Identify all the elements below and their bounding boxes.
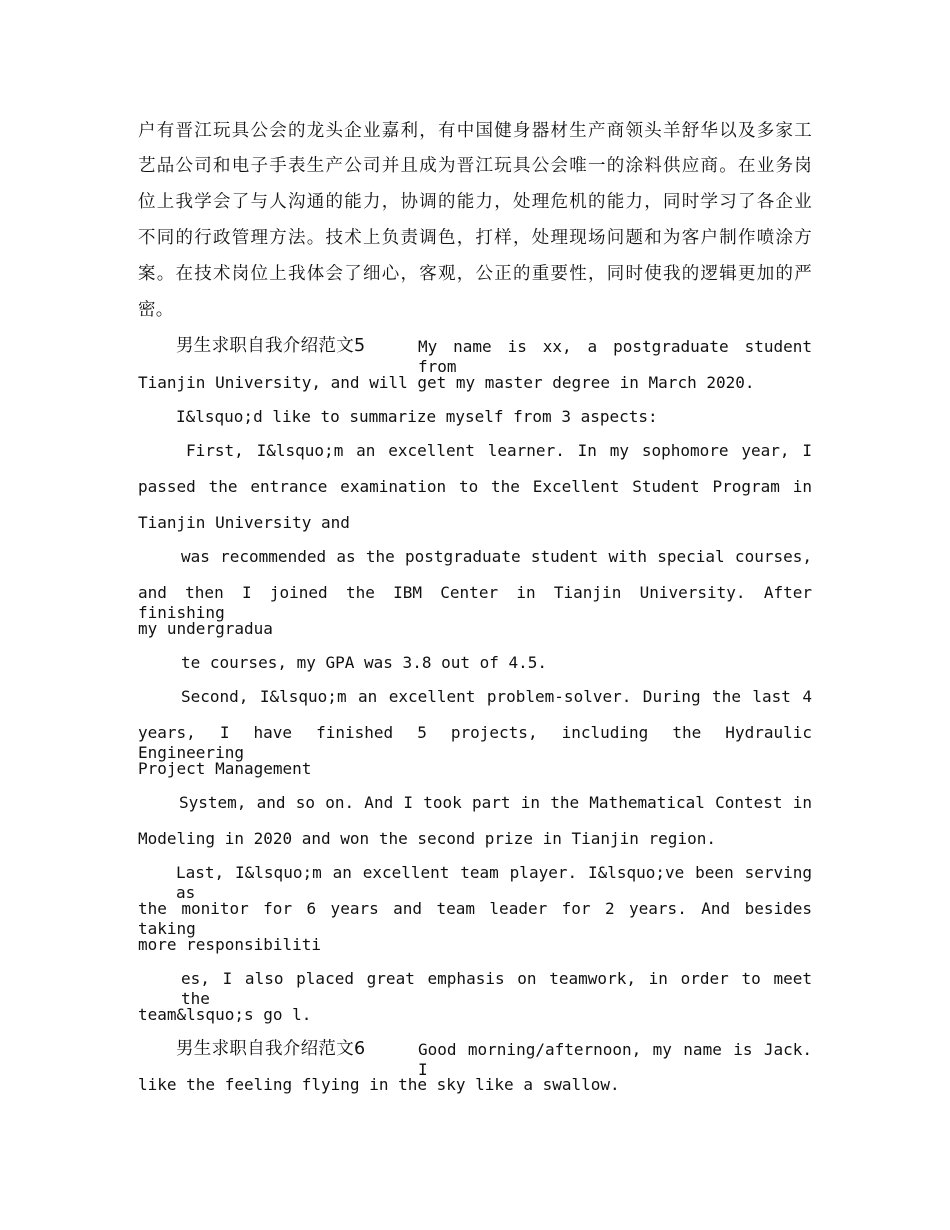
- paragraph-line: I&lsquo;d like to summarize myself from 3 aspects:: [176, 407, 658, 426]
- paragraph-line: Second, I&lsquo;m an excellent problem-solver. During the last 4: [181, 687, 812, 706]
- paragraph-line: 位上我学会了与人沟通的能力，协调的能力，处理危机的能力，同时学习了各企业: [138, 192, 812, 212]
- paragraph-line: Modeling in 2020 and won the second prize in Tianjin region.: [138, 829, 716, 848]
- paragraph-line: like the feeling flying in the sky like a swallow.: [138, 1075, 620, 1094]
- section-heading: 男生求职自我介绍范文5: [176, 336, 366, 356]
- paragraph-line: passed the entrance examination to the Excellent Student Program in: [138, 477, 812, 496]
- paragraph-line: Last, I&lsquo;m an excellent team player. I&lsquo;ve been serving as: [176, 863, 812, 902]
- paragraph-line: the monitor for 6 years and team leader for 2 years. And besides taking: [138, 899, 812, 938]
- section-heading: 男生求职自我介绍范文6: [176, 1039, 366, 1059]
- paragraph-line: was recommended as the postgraduate student with special courses,: [181, 547, 812, 566]
- paragraph-line: and then I joined the IBM Center in Tianjin University. After finishing: [138, 583, 812, 622]
- paragraph-line: 艺品公司和电子手表生产公司并且成为晋江玩具公会唯一的涂料供应商。在业务岗: [138, 156, 812, 176]
- paragraph-line: my undergradua: [138, 619, 273, 638]
- paragraph-line: Tianjin University and: [138, 513, 350, 532]
- paragraph-line: Project Management: [138, 759, 312, 778]
- paragraph-line: System, and so on. And I took part in the Mathematical Contest in: [179, 793, 812, 812]
- paragraph-line: 密。: [138, 300, 174, 320]
- paragraph-line: First, I&lsquo;m an excellent learner. In my sophomore year, I: [186, 441, 812, 460]
- paragraph-line: es, I also placed great emphasis on teamwork, in order to meet the: [181, 969, 812, 1008]
- paragraph-line: years, I have finished 5 projects, including the Hydraulic Engineering: [138, 723, 812, 762]
- paragraph-line: team&lsquo;s go l.: [138, 1005, 312, 1024]
- paragraph-line: 不同的行政管理方法。技术上负责调色，打样，处理现场问题和为客户制作喷涂方: [138, 228, 812, 248]
- paragraph-line: more responsibiliti: [138, 935, 322, 954]
- paragraph-line: 案。在技术岗位上我体会了细心，客观，公正的重要性，同时使我的逻辑更加的严: [138, 264, 812, 284]
- paragraph-line: 户有晋江玩具公会的龙头企业嘉利，有中国健身器材生产商领头羊舒华以及多家工: [138, 121, 812, 141]
- paragraph-line: te courses, my GPA was 3.8 out of 4.5.: [181, 653, 548, 672]
- paragraph-line: Good morning/afternoon, my name is Jack. I: [418, 1040, 812, 1079]
- paragraph-line: My name is xx, a postgraduate student from: [418, 337, 812, 376]
- paragraph-line: Tianjin University, and will get my master degree in March 2020.: [138, 373, 755, 392]
